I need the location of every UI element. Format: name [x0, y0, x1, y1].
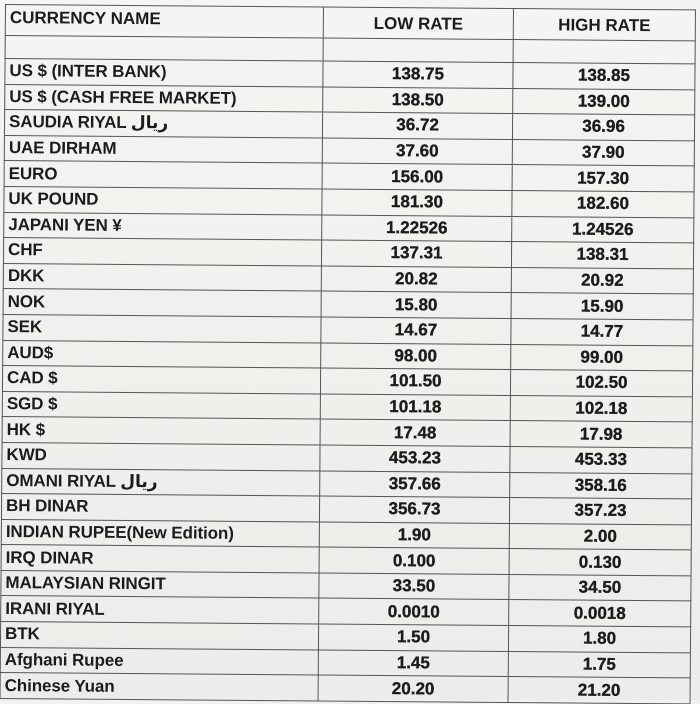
high-rate-cell: 1.24526	[512, 216, 694, 243]
currency-name-cell: US $ (CASH FREE MARKET)	[5, 84, 323, 112]
low-rate-cell: 1.22526	[322, 215, 512, 242]
high-rate-cell: 34.50	[509, 574, 691, 601]
low-rate-cell: 36.72	[322, 112, 512, 139]
low-rate-cell: 356.73	[319, 496, 509, 523]
low-rate-cell: 138.50	[323, 87, 513, 114]
high-rate-cell: 102.18	[510, 395, 692, 422]
low-rate-cell: 14.67	[321, 317, 511, 344]
low-rate-cell: 137.31	[321, 240, 511, 267]
rate-rows	[0, 36, 695, 704]
blank-cell	[5, 36, 323, 61]
high-rate-cell: 453.33	[510, 446, 692, 473]
currency-name-cell: BH DINAR	[1, 494, 319, 522]
low-rate-cell: 453.23	[320, 445, 510, 472]
low-rate-cell: 33.50	[319, 573, 509, 600]
currency-name-cell: DKK	[3, 263, 321, 291]
currency-name-cell: INDIAN RUPEE(New Edition)	[1, 519, 319, 547]
currency-name-cell: BTK	[0, 622, 318, 650]
blank-cell	[323, 38, 513, 62]
high-rate-cell: 102.50	[510, 370, 692, 397]
high-rate-cell: 0.130	[509, 549, 691, 576]
high-rate-cell: 138.31	[511, 242, 693, 269]
high-rate-cell: 139.00	[513, 88, 695, 115]
currency-name-cell: IRANI RIYAL	[1, 596, 319, 624]
currency-name-cell: JAPANI YEN ¥	[4, 212, 322, 240]
currency-name-cell: UK POUND	[4, 186, 322, 214]
table-row	[0, 673, 690, 704]
low-rate-cell: 181.30	[322, 189, 512, 216]
header-high-rate: HIGH RATE	[513, 8, 695, 40]
high-rate-cell: 0.0018	[509, 600, 691, 627]
high-rate-cell: 99.00	[511, 344, 693, 371]
low-rate-cell: 1.50	[318, 624, 508, 651]
low-rate-cell: 101.50	[320, 368, 510, 395]
currency-name-cell: IRQ DINAR	[1, 545, 319, 573]
high-rate-cell: 182.60	[512, 190, 694, 217]
high-rate-cell: 37.90	[512, 139, 694, 166]
high-rate-cell: 20.92	[511, 267, 693, 294]
high-rate-cell: 17.98	[510, 421, 692, 448]
low-rate-cell: 37.60	[322, 138, 512, 165]
currency-name-cell: MALAYSIAN RINGIT	[1, 570, 319, 598]
high-rate-cell: 1.80	[508, 626, 690, 653]
low-rate-cell: 357.66	[320, 470, 510, 497]
currency-name-cell: US $ (INTER BANK)	[5, 59, 323, 87]
high-rate-cell: 15.90	[511, 293, 693, 320]
low-rate-cell: 15.80	[321, 291, 511, 318]
currency-name-cell: CAD $	[2, 366, 320, 394]
high-rate-cell: 21.20	[508, 677, 690, 704]
currency-name-cell: Chinese Yuan	[0, 673, 318, 701]
header-currency-name: CURRENCY NAME	[5, 5, 323, 38]
currency-name-cell: SGD $	[2, 391, 320, 419]
currency-rate-table	[0, 4, 696, 704]
low-rate-cell: 17.48	[320, 419, 510, 446]
low-rate-cell: 138.75	[323, 61, 513, 88]
low-rate-cell: 0.100	[319, 547, 509, 574]
high-rate-cell: 2.00	[509, 523, 691, 550]
low-rate-cell: 98.00	[321, 343, 511, 370]
high-rate-cell: 36.96	[512, 114, 694, 141]
low-rate-cell: 1.90	[319, 522, 509, 549]
low-rate-cell: 20.82	[321, 266, 511, 293]
high-rate-cell: 157.30	[512, 165, 694, 192]
currency-name-cell: Afghani Rupee	[0, 647, 318, 675]
currency-name-cell: CHF	[3, 238, 321, 266]
currency-name-cell: SEK	[3, 314, 321, 342]
high-rate-cell: 1.75	[508, 651, 690, 678]
low-rate-cell: 0.0010	[319, 598, 509, 625]
currency-name-cell: KWD	[2, 442, 320, 470]
low-rate-cell: 156.00	[322, 163, 512, 190]
currency-name-cell: OMANI RIYAL ريال	[2, 468, 320, 496]
high-rate-cell: 357.23	[509, 498, 691, 525]
high-rate-cell: 358.16	[510, 472, 692, 499]
currency-name-cell: SAUDIA RIYAL ريال	[4, 110, 322, 138]
currency-name-cell: AUD$	[3, 340, 321, 368]
low-rate-cell: 101.18	[320, 394, 510, 421]
high-rate-cell: 14.77	[511, 318, 693, 345]
currency-name-cell: EURO	[4, 161, 322, 189]
currency-name-cell: NOK	[3, 289, 321, 317]
high-rate-cell: 138.85	[513, 62, 695, 89]
header-low-rate: LOW RATE	[323, 7, 513, 39]
low-rate-cell: 20.20	[318, 675, 508, 702]
low-rate-cell: 1.45	[318, 650, 508, 677]
currency-name-cell: UAE DIRHAM	[4, 135, 322, 163]
blank-cell	[513, 39, 695, 63]
currency-name-cell: HK $	[2, 417, 320, 445]
